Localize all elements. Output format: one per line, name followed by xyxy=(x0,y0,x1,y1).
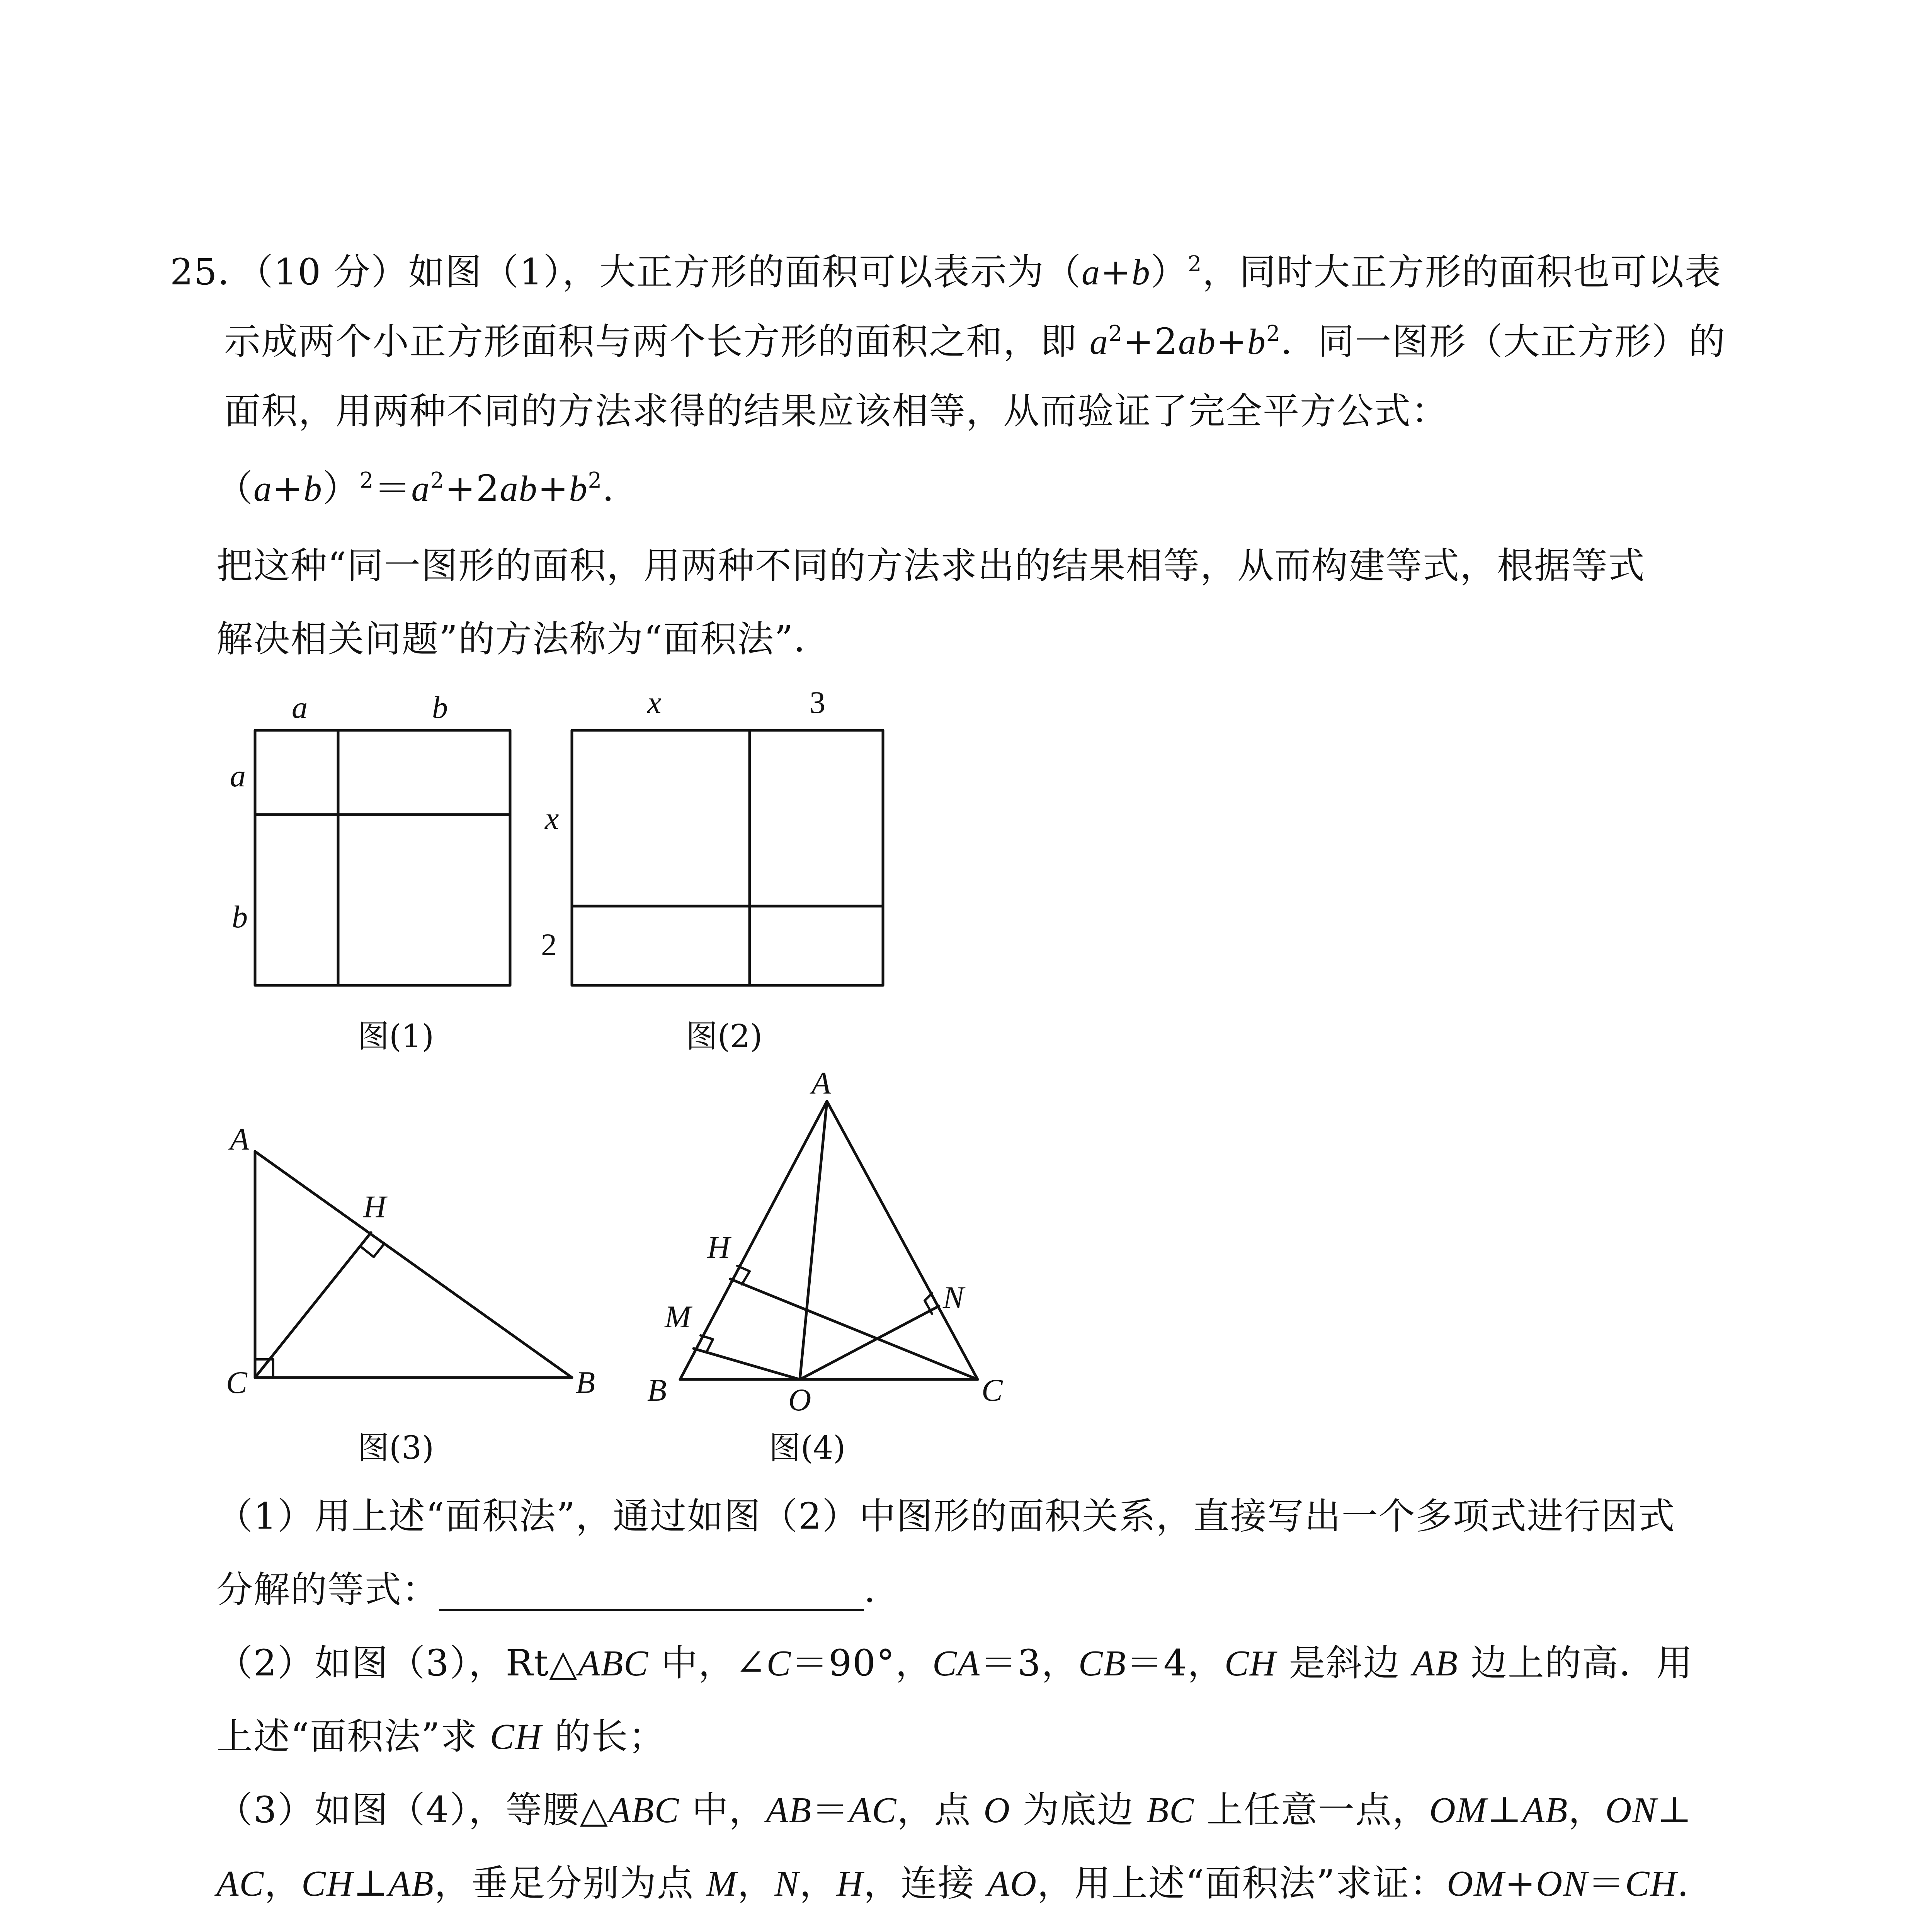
fig4-point-B-label: B xyxy=(647,1372,667,1408)
question-line-1: 25．（10 分）如图（1），大正方形的面积可以表示为$(a+b)^2$，同时大正方形的面积也可以表 xyxy=(170,251,1722,293)
fig4-point-M-label: M xyxy=(665,1299,691,1334)
answer-blank[interactable] xyxy=(439,1570,864,1611)
fig4-point-O-label: O xyxy=(788,1382,811,1417)
part-2-line-2: 上述“面积法”求 CH 的长； xyxy=(216,1716,666,1758)
fig2-caption: 图(2) xyxy=(686,1018,763,1055)
question-score: （10 分） xyxy=(255,251,408,293)
question-line-2: 示成两个小正方形面积与两个长方形的面积之和，即 $a^2+2ab+b^2$．同一图形（大正方形）的 xyxy=(224,321,1726,363)
part-1-line-1: （1）用上述“面积法”，通过如图（2）中图形的面积关系，直接写出一个多项式进行因式 xyxy=(216,1495,1675,1537)
method-line-2: 解决相关问题”的方法称为“面积法”． xyxy=(216,618,831,660)
fig3-point-H-label: H xyxy=(363,1189,386,1224)
part-3-line-2: AC，CH⊥AB，垂足分别为点 M，N，H，连接 AO，用上述“面积法”求证：OM+ON＝CH. xyxy=(216,1862,1690,1905)
formula-line: $(a+b)^2=a^2+2ab+b^2$． xyxy=(216,468,640,510)
fig1-top-b-label: b xyxy=(432,690,448,725)
fig2-top-3-label: 3 xyxy=(810,685,825,720)
fig3-point-B-label: B xyxy=(576,1365,595,1400)
fig2-left-2-label: 2 xyxy=(541,927,557,962)
fig2-left-x-label: x xyxy=(545,801,559,836)
figure-1-diagram xyxy=(255,730,510,985)
fig2-top-x-label: x xyxy=(647,685,662,720)
part-1-line-2: 分解的等式： ． xyxy=(216,1569,902,1611)
fig1-caption: 图(1) xyxy=(357,1018,434,1055)
fig1-left-a-label: a xyxy=(230,758,246,793)
fig3-point-A-label: A xyxy=(230,1121,250,1156)
method-line-1: 把这种“同一图形的面积，用两种不同的方法求出的结果相等，从而构建等式，根据等式 xyxy=(216,545,1646,587)
fig3-caption: 图(3) xyxy=(357,1430,434,1466)
part-2-line-1: （2）如图（3），Rt△ABC 中，∠C＝90°，CA＝3，CB＝4，CH 是斜边 AB 边上的高．用 xyxy=(216,1642,1693,1684)
question-number: 25． xyxy=(170,251,255,293)
figure-3-diagram xyxy=(255,1151,572,1378)
question-line-3: 面积，用两种不同的方法求得的结果应该相等，从而验证了完全平方公式： xyxy=(224,390,1449,432)
fig3-point-C-label: C xyxy=(226,1365,247,1400)
fig4-point-C-label: C xyxy=(981,1372,1003,1408)
fig4-point-N-label: N xyxy=(943,1280,964,1315)
fig1-left-b-label: b xyxy=(232,899,248,934)
fig1-top-a-label: a xyxy=(292,690,308,725)
part-3-line-1: （3）如图（4），等腰△ABC 中，AB＝AC，点 O 为底边 BC 上任意一点，OM⊥AB，ON⊥ xyxy=(216,1789,1692,1831)
fig4-point-A-label: A xyxy=(811,1065,831,1100)
figure-2-diagram xyxy=(572,730,883,985)
fig4-caption: 图(4) xyxy=(769,1430,846,1466)
fig4-point-H-label: H xyxy=(707,1230,730,1265)
